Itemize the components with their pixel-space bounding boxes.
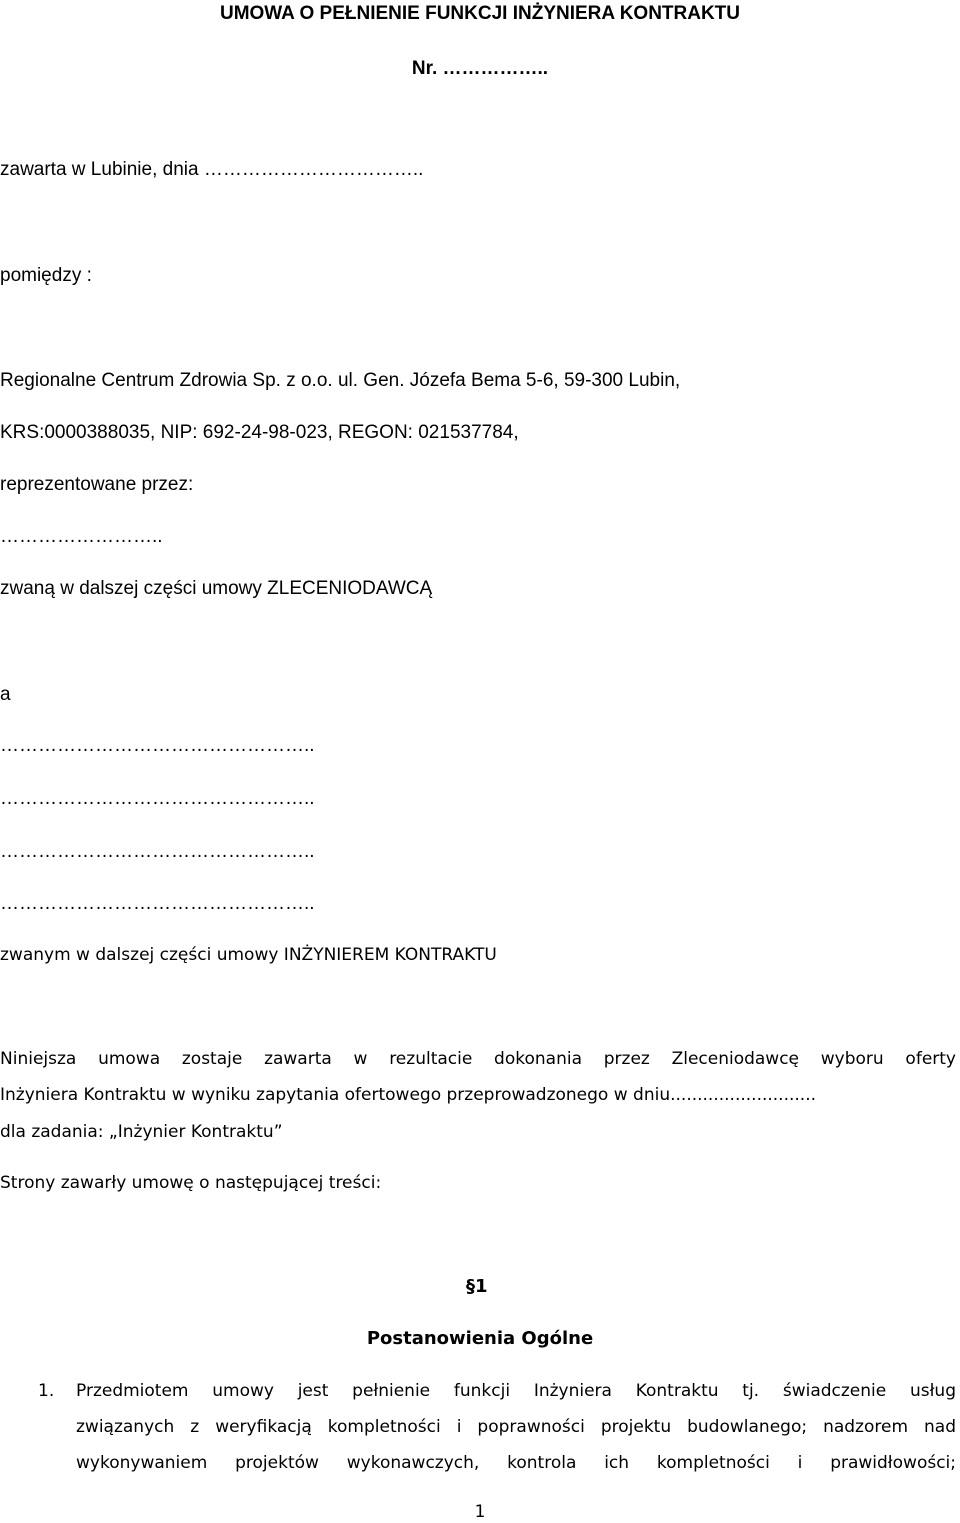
engineer-role: zwanym w dalszej części umowy INŻYNIEREM KONTRAKTU xyxy=(0,945,497,965)
and-label: a xyxy=(0,684,11,705)
client-registry: KRS:0000388035, NIP: 692-24-98-023, REGON: 021537784, xyxy=(0,422,519,443)
client-representative-blank: …………………….. xyxy=(0,526,163,547)
client-role: zwaną w dalszej części umowy ZLECENIODAWCĄ xyxy=(0,578,433,599)
section-mark: §1 xyxy=(466,1276,488,1297)
item-row-3: wykonywaniem projektów wykonawczych, kontrola ich kompletności i prawidłowości; xyxy=(76,1453,956,1473)
item-row-2: związanych z weryfikacją kompletności i poprawności projektu budowlanego; nadzorem nad xyxy=(76,1417,956,1437)
intro-row-2: Inżyniera Kontraktu w wyniku zapytania ofertowego przeprowadzonego w dniu........................... xyxy=(0,1085,817,1105)
item-row-1: Przedmiotem umowy jest pełnienie funkcji Inżyniera Kontraktu tj. świadczenie usług xyxy=(76,1381,956,1401)
client-represented-by: reprezentowane przez: xyxy=(0,474,194,495)
section-title: Postanowienia Ogólne xyxy=(366,1328,594,1349)
parties-agreed: Strony zawarły umowę o następującej treści: xyxy=(0,1173,382,1193)
intro-paragraph xyxy=(0,1041,956,1113)
client-address: Regionalne Centrum Zdrowia Sp. z o.o. ul. Gen. Józefa Bema 5-6, 59-300 Lubin, xyxy=(0,370,681,391)
page-number: 1 xyxy=(474,1502,486,1522)
between-label: pomiędzy : xyxy=(0,265,92,286)
intro-row-1: Niniejsza umowa zostaje zawarta w rezultacie dokonania przez Zleceniodawcę wyboru oferty xyxy=(0,1049,956,1069)
engineer-blank-2: ………………………………………….. xyxy=(0,788,315,809)
place-and-date: zawarta w Lubinie, dnia …………………………….. xyxy=(0,159,424,180)
document-title: UMOWA O PEŁNIENIE FUNKCJI INŻYNIERA KONTRAKTU xyxy=(219,3,741,24)
engineer-blank-3: ………………………………………….. xyxy=(0,841,315,862)
item-number: 1. xyxy=(38,1381,55,1401)
contract-number: Nr. …………….. xyxy=(411,58,549,79)
intro-task: dla zadania: „Inżynier Kontraktu” xyxy=(0,1122,283,1142)
engineer-blank-1: ………………………………………….. xyxy=(0,735,315,756)
section-item-1 xyxy=(0,1373,956,1481)
engineer-blank-4: ………………………………………….. xyxy=(0,893,315,914)
